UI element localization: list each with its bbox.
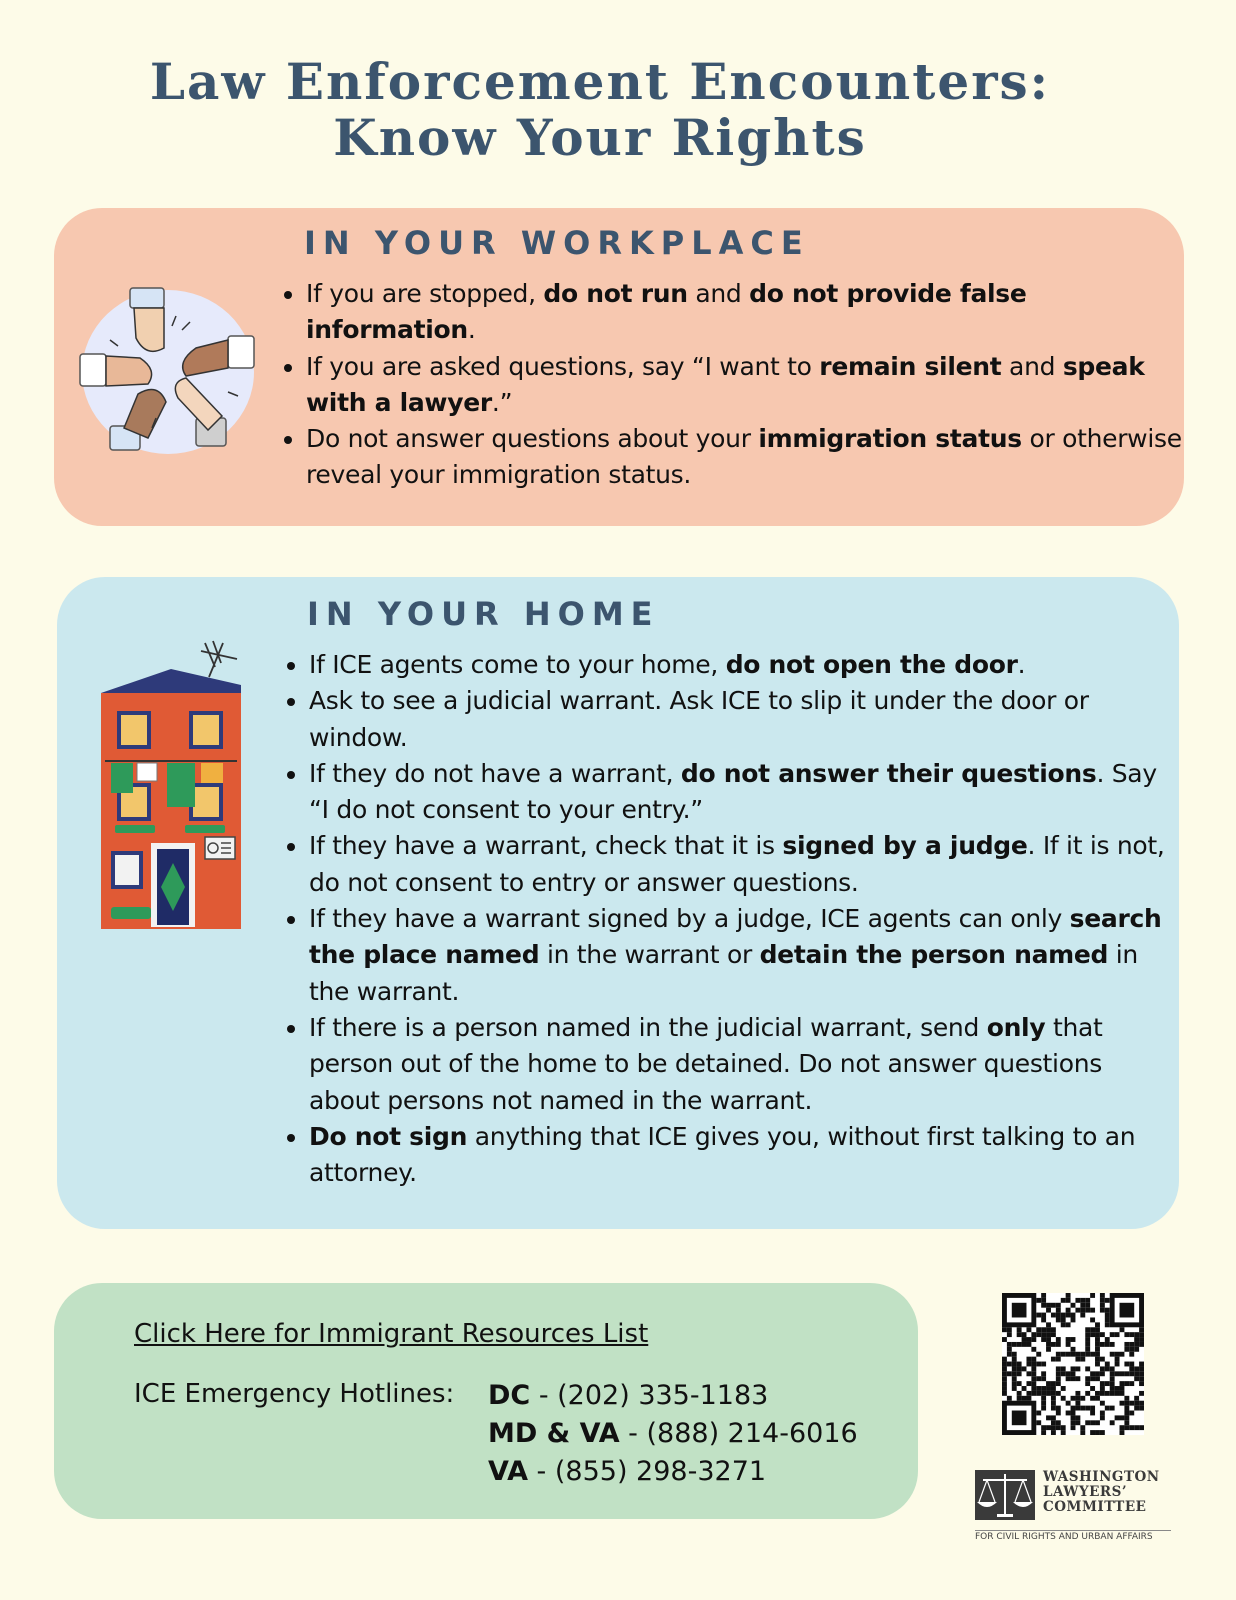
bullet-text: If they have a warrant signed by a judge, ICE agents can only	[309, 904, 1070, 934]
logo-line-1: WASHINGTON	[1043, 1469, 1160, 1485]
workplace-bullet-list	[278, 276, 1184, 494]
bullet-text: .	[467, 315, 476, 345]
bullet-item	[309, 828, 1179, 901]
bullet-text: anything that ICE gives you, without first talking to an attorney.	[309, 1121, 1136, 1188]
hotline-number[interactable]: - (855) 298-3271	[527, 1456, 767, 1487]
bullet-item	[309, 1119, 1179, 1192]
hotline-row	[488, 1453, 858, 1491]
bullet-text: If you are asked questions, say “I want to	[306, 351, 820, 381]
bullet-emphasis: do not answer their questions	[680, 758, 1097, 788]
bullet-emphasis: do not run	[543, 279, 688, 308]
bullet-emphasis: do not open the door	[725, 650, 1018, 679]
hotline-number[interactable]: - (202) 335-1183	[530, 1380, 769, 1411]
bullet-text: If they have a warrant, check that it is	[309, 831, 783, 861]
hotline-number[interactable]: - (888) 214-6016	[619, 1418, 858, 1449]
qr-code-icon[interactable]	[1002, 1293, 1144, 1435]
bullet-text: and	[1001, 351, 1063, 381]
logo-wordmark	[1043, 1470, 1160, 1515]
bullet-item	[306, 349, 1184, 422]
bullet-emphasis: detain the person named	[759, 940, 1109, 970]
bullet-text: If there is a person named in the judicial warrant, send	[309, 1012, 987, 1042]
bullet-text: . If it is not, do not consent to entry or answer questions.	[309, 831, 1165, 897]
bullet-item	[306, 421, 1184, 494]
bullet-text: and	[687, 279, 750, 308]
bullet-emphasis: remain silent	[819, 351, 1002, 381]
bullet-text: If ICE agents come to your home,	[309, 650, 726, 679]
hotlines-label: ICE Emergency Hotlines:	[134, 1379, 455, 1409]
home-card	[57, 577, 1179, 1229]
scales-of-justice-icon	[975, 1470, 1035, 1520]
hotline-region: MD & VA	[488, 1418, 620, 1449]
bullet-text: .”	[491, 387, 513, 417]
bullet-item	[309, 756, 1179, 829]
hotline-row	[488, 1415, 858, 1453]
bullet-emphasis: search the place named	[309, 904, 1162, 970]
bullet-item	[309, 901, 1179, 1010]
workplace-card	[54, 208, 1184, 526]
bullet-text: .	[1017, 650, 1026, 679]
resources-card	[54, 1283, 918, 1519]
title-line-1: Law Enforcement Encounters:	[149, 52, 1051, 111]
hotline-region: DC	[488, 1380, 531, 1411]
bullet-item	[306, 276, 1184, 349]
home-bullet-list	[281, 647, 1179, 1191]
washington-lawyers-committee-logo	[975, 1468, 1175, 1542]
bullet-emphasis: do not provide false information	[306, 279, 1027, 345]
hotline-region: VA	[488, 1456, 528, 1487]
bullet-text: Do not answer questions about your	[306, 424, 759, 454]
bullet-emphasis: immigration status	[758, 424, 1022, 454]
bullet-text: If you are stopped,	[306, 279, 544, 308]
hotline-row	[488, 1377, 858, 1415]
immigrant-resources-link[interactable]: Click Here for Immigrant Resources List	[134, 1319, 649, 1349]
logo-tagline: FOR CIVIL RIGHTS AND URBAN AFFAIRS	[975, 1532, 1153, 1542]
bullet-text: in the warrant.	[309, 940, 1138, 1006]
apartment-building-icon	[97, 637, 245, 933]
logo-line-2: LAWYERS’	[1043, 1484, 1128, 1500]
workplace-heading: IN YOUR WORKPLACE	[304, 224, 810, 262]
bullet-text: If they do not have a warrant,	[309, 758, 681, 788]
bullet-text: that person out of the home to be detained. Do not answer questions about persons not named in the warrant.	[309, 1012, 1103, 1115]
bullet-text: . Say “I do not consent to your entry.”	[309, 758, 1157, 825]
logo-divider	[975, 1530, 1171, 1531]
bullet-text: Ask to see a judicial warrant. Ask ICE to slip it under the door or window.	[309, 686, 1089, 752]
bullet-emphasis: speak with a lawyer	[306, 351, 1145, 417]
bullet-item	[309, 683, 1179, 756]
logo-line-3: COMMITTEE	[1043, 1499, 1147, 1515]
title-line-2: Know Your Rights	[333, 108, 867, 167]
page-title	[0, 54, 1200, 166]
bullet-emphasis: Do not sign	[309, 1121, 468, 1151]
bullet-item	[309, 1010, 1179, 1119]
bullet-text: in the warrant or	[539, 940, 760, 970]
bullet-text: or otherwise reveal your immigration status.	[306, 424, 1182, 490]
home-heading: IN YOUR HOME	[307, 595, 660, 633]
hotline-list	[488, 1377, 858, 1491]
fist-bump-hands-icon	[78, 286, 258, 456]
bullet-emphasis: signed by a judge	[782, 831, 1028, 861]
bullet-emphasis: only	[986, 1012, 1046, 1042]
bullet-item	[309, 647, 1179, 683]
